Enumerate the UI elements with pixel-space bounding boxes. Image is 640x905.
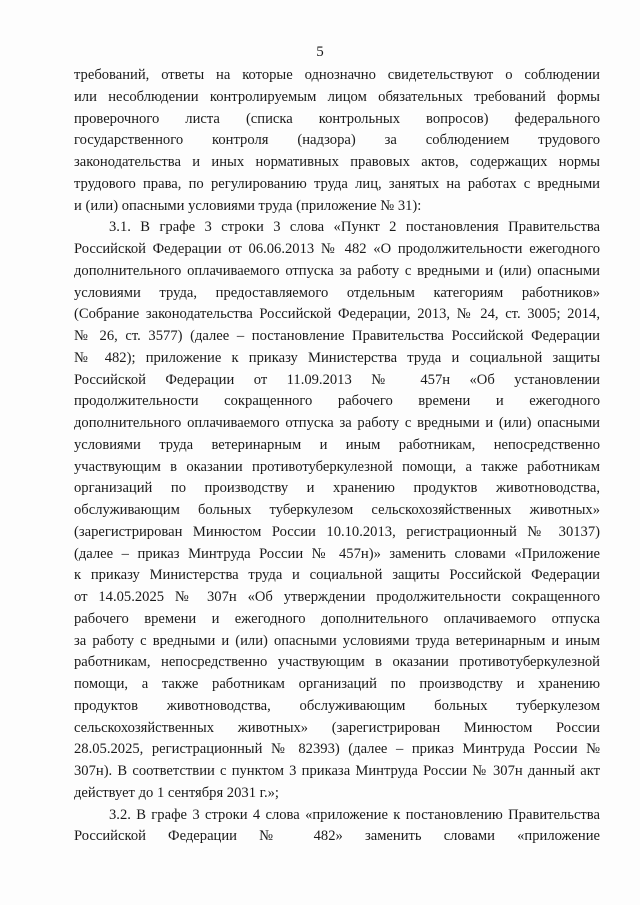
- text-line: (зарегистрирован Минюстом России 10.10.2013, регистрационный № 30137): [74, 523, 600, 540]
- text-line: требований, ответы на которые однозначно свидетельствуют о соблюдении: [74, 67, 600, 83]
- text-line: (далее – приказ Минтруда России № 457н)» заменить словами «Приложение: [74, 545, 600, 562]
- text-line: организаций по производству и хранению продуктов животноводства,: [74, 480, 600, 497]
- text-line: условиями труда, предоставляемого отдельным категориям работников»: [74, 284, 600, 301]
- text-line: законодательства и иных нормативных правовых актов, содержащих нормы: [74, 154, 600, 170]
- text-line: работникам, непосредственно участвующим в оказании противотуберкулезной: [74, 654, 600, 671]
- text-line: или несоблюдении контролируемым лицом обязательных требований формы: [74, 88, 600, 105]
- text-line: Российской Федерации от 06.06.2013 № 482 «О продолжительности ежегодного: [74, 241, 600, 257]
- text-line: условиями труда ветеринарным и иным работникам, непосредственно: [74, 436, 600, 453]
- text-line: 3.1. В графе 3 строки 3 слова «Пункт 2 постановления Правительства: [109, 219, 600, 236]
- text-line: (Собрание законодательства Российской Федерации, 2013, № 24, ст. 3005; 2014,: [74, 306, 600, 323]
- text-line: № 26, ст. 3577) (далее – постановление Правительства Российской Федерации: [74, 328, 600, 344]
- text-line: Российской Федерации от 11.09.2013 № 457н «Об установлении: [74, 371, 600, 388]
- text-line: 307н). В соответствии с пунктом 3 приказа Минтруда России № 307н данный акт: [74, 763, 600, 779]
- text-line: продолжительности сокращенного рабочего времени и ежегодного: [74, 393, 600, 410]
- text-line: Российской Федерации № 482» заменить словами «приложение: [74, 828, 600, 845]
- text-line: 3.2. В графе 3 строки 4 слова «приложение к постановлению Правительства: [109, 806, 600, 823]
- text-line: обслуживающим больных туберкулезом сельскохозяйственных животных»: [74, 502, 600, 518]
- paragraph-3-1: [74, 217, 600, 804]
- text-line: дополнительного оплачиваемого отпуска за работу с вредными и (или) опасными: [74, 415, 600, 431]
- page-number: 5: [316, 44, 324, 60]
- text-line: от 14.05.2025 № 307н «Об утверждении продолжительности сокращенного: [74, 589, 600, 605]
- text-line: помощи, а также работникам организаций по производству и хранению: [74, 676, 600, 692]
- text-line: действует до 1 сентября 2031 г.»;: [74, 784, 279, 801]
- text-line: государственного контроля (надзора) за соблюдением трудового: [74, 132, 600, 149]
- text-line: трудового права, по регулированию труда лиц, занятых на работах с вредными: [74, 175, 600, 192]
- text-line: продуктов животноводства, обслуживающим больных туберкулезом: [74, 697, 600, 714]
- text-line: 28.05.2025, регистрационный № 82393) (далее – приказ Минтруда России №: [74, 741, 600, 758]
- text-line: дополнительного оплачиваемого отпуска за работу с вредными и (или) опасными: [74, 262, 600, 279]
- paragraph-3-2: [74, 805, 600, 849]
- paragraph-intro: [74, 65, 600, 217]
- text-line: за работу с вредными и (или) опасными условиями труда ветеринарным и иным: [74, 632, 600, 649]
- text-line: проверочного листа (списка контрольных вопросов) федерального: [74, 110, 600, 127]
- text-line: № 482); приложение к приказу Министерства труда и социальной защиты: [74, 349, 600, 366]
- text-line: и (или) опасными условиями труда (приложение № 31):: [74, 197, 422, 214]
- document-body: [74, 65, 600, 848]
- text-line: к приказу Министерства труда и социальной защиты Российской Федерации: [74, 567, 600, 584]
- text-line: рабочего времени и ежегодного дополнительного оплачиваемого отпуска: [74, 610, 600, 627]
- text-line: участвующим в оказании противотуберкулезной помощи, а также работникам: [74, 458, 600, 475]
- text-line: сельскохозяйственных животных» (зарегистрирован Минюстом России: [74, 719, 600, 736]
